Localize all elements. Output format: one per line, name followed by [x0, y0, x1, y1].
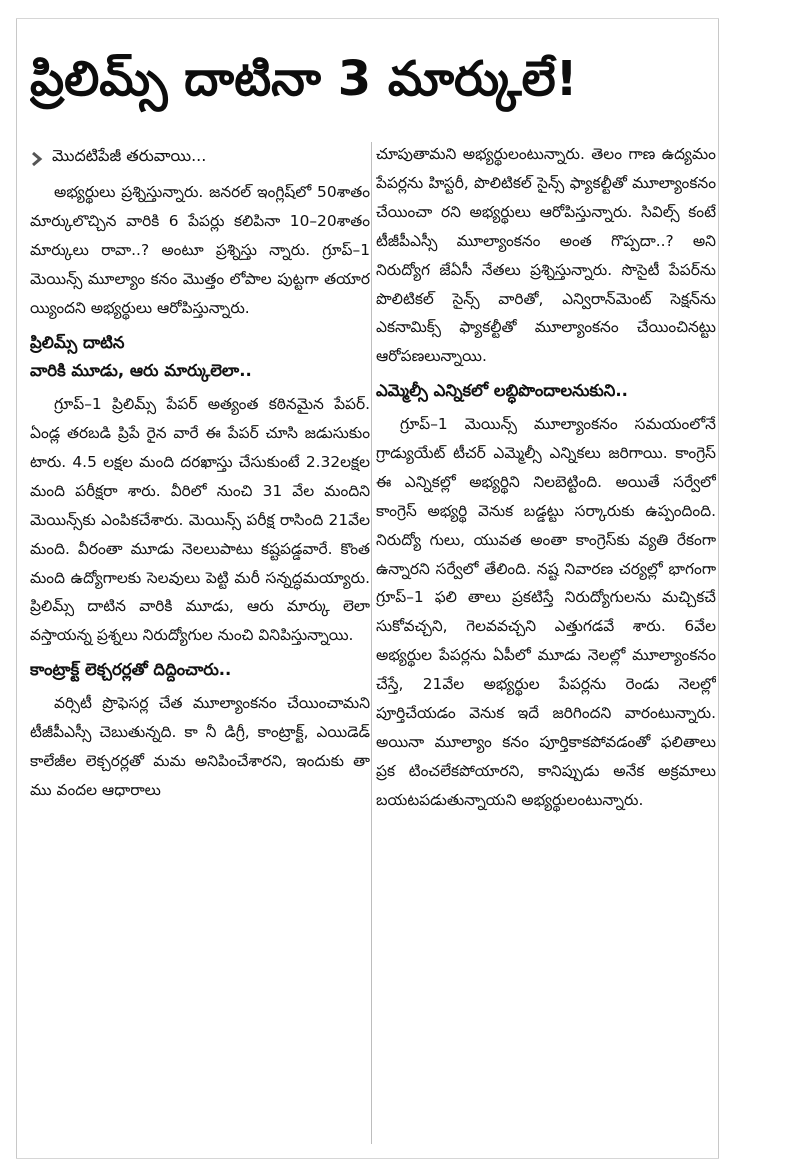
subheading-contract-lecturers: కాంట్రాక్ట్ లెక్చరర్లతో దిద్దించారు.. — [30, 660, 232, 680]
frame-border-right — [718, 18, 719, 1158]
subheading-mlc-election: ఎమ్మెల్సీ ఎన్నికలో లబ్ధిపొందాలనుకుని.. — [376, 381, 628, 401]
continued-from-front-page — [30, 142, 370, 170]
headline: ప్రిలిమ్స్ దాటినా 3 మార్కులే! — [30, 51, 578, 107]
subheading-prelims — [30, 329, 370, 387]
frame-border-top — [16, 18, 719, 19]
contract-lecturers-paragraph: వర్సిటీ ప్రొఫెసర్ల చేత మూల్యాంకనం చేయించామని టీజీపీఎస్సీ చెబుతున్నది. కా నీ డిగ్రీ, కాంట్రాక్ట్, ఎయిడెడ్ కాలేజీల లెక్చరర్లతో మమ అనిపించేశారని, ఇందుకు తా ము వందల ఆధారాలు — [30, 694, 370, 799]
chevron-right-icon — [30, 148, 44, 164]
frame-border-bottom — [16, 1158, 719, 1159]
continued-label: మొదటిపేజీ తరువాయి... — [52, 146, 207, 165]
left-column — [30, 140, 370, 1150]
subheading-prelims-line2: వారికి మూడు, ఆరు మార్కులెలా.. — [30, 361, 252, 381]
prelims-paragraph: గ్రూప్–1 ప్రిలిమ్స్ పేపర్ అత్యంత కఠినమైన పేపర్. ఏండ్ల తరబడి ప్రిపే రైన వారే ఈ పేపర్ చూసి జడుసుకుం టారు. 4.5 లక్షల మంది దరఖాస్తు చేసుకుంటే 2.32లక్షల మంది పరీక్షరా శారు. వీరిలో నుంచి 31 వేల మందిని మెయిన్స్‌కు ఎంపికచేశారు. మెయిన్స్ పరీక్ష రాసింది 21వేల మంది. వీరంతా మూడు నెలలుపాటు కష్టపడ్డవారే. కొంత మంది ఉద్యోగాలకు సెలవులు పెట్టి మరీ సన్నద్ధమయ్యారు. ప్రిలిమ్స్ దాటిన వారికి మూడు, ఆరు మార్కు లెలా వస్తాయన్న ప్రశ్నలు నిరుద్యోగుల నుంచి వినిపిస్తున్నాయి. — [30, 395, 370, 645]
column-divider — [371, 142, 372, 1144]
right-column — [376, 140, 716, 1150]
subheading-prelims-line1: ప్రిలిమ్స్ దాటిన — [30, 332, 125, 352]
mlc-election-paragraph: గ్రూప్–1 మెయిన్స్ మూల్యాంకనం సమయంలోనే గ్రాడ్యుయేట్ టీచర్ ఎమ్మెల్సీ ఎన్నికలు జరిగాయి. కాంగ్రెస్ ఈ ఎన్నికల్లో అభ్యర్థిని నిలబెట్టింది. అయితే సర్వేలో కాంగ్రెస్ అభ్యర్థి వెనుక బడ్డట్టు సర్కారుకు ఉప్పందింది. నిరుద్యో గులు, యువత అంతా కాంగ్రెస్‌కు వ్యతి రేకంగా ఉన్నారని సర్వేలో తేలింది. నష్ట నివారణ చర్యల్లో భాగంగా గ్రూప్–1 ఫలి తాలు ప్రకటిస్తే నిరుద్యోగులను మచ్చికచే సుకోవచ్చని, గెలవవచ్చని ఎత్తుగడవే శారు. 6వేల అభ్యర్థుల పేపర్లను ఏపీలో మూడు నెలల్లో మూల్యాంకనం చేస్తే, 21వేల అభ్యర్థుల పేపర్లను రెండు నెలల్లో పూర్తిచేయడం వెనుక ఇదే జరిగిందని వారంటున్నారు. అయినా మూల్యాం కనం పూర్తికాకపోవడంతో ఫలితాలు ప్రక టించలేకపోయారని, కానిప్పుడు అనేక అక్రమాలు బయటపడుతున్నాయని అభ్యర్థులంటున్నారు. — [376, 415, 716, 809]
intro-paragraph: అభ్యర్థులు ప్రశ్నిస్తున్నారు. జనరల్ ఇంగ్లిష్‌లో 50శాతం మార్కులొచ్చిన వారికి 6 పేపర్లు కలిపినా 10–20శాతం మార్కులు రావా..? అంటూ ప్రశ్నిస్తు న్నారు. గ్రూప్–1 మెయిన్స్ మూల్యాం కనం మొత్తం లోపాల పుట్టగా తయార య్యిందని అభ్యర్థులు ఆరోపిస్తున్నారు. — [30, 183, 370, 317]
continuation-paragraph: చూపుతామని అభ్యర్థులంటున్నారు. తెలం గాణ ఉద్యమం పేపర్లను హిస్టరీ, పొలిటికల్ సైన్స్ ఫ్యాకల్టీతో మూల్యాంకనం చేయించా రని అభ్యర్థులు ఆరోపిస్తున్నారు. సివిల్స్ కంటే టీజీపీఎస్సీ మూల్యాంకనం అంత గొప్పదా..? అని నిరుద్యోగ జేఏసీ నేతలు ప్రశ్నిస్తున్నారు. సొసైటీ పేపర్‌ను పొలిటికల్ సైన్స్ వారితో, ఎన్విరాన్‌మెంట్ సెక్షన్‌ను ఎకనామిక్స్ ఫ్యాకల్టీతో మూల్యాంకనం చేయించినట్టు ఆరోపణలున్నాయి. — [376, 145, 716, 366]
frame-border-left — [16, 18, 17, 1158]
